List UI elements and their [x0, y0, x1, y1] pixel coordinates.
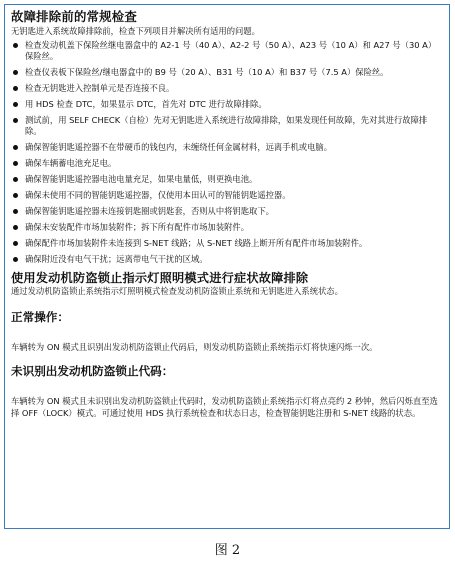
intro-text: 无钥匙进入系统故障排除前，检查下列项目并解决所有适用的问题。	[11, 26, 260, 36]
bullet-icon	[13, 257, 18, 262]
list-item: 测试前，用 SELF CHECK（自检）先对无钥匙进入系统进行故障排除，如果发现任何故障，先对其进行故障排除。	[11, 115, 443, 138]
figure-caption: 图 2	[214, 543, 241, 558]
page-title: 故障排除前的常规检查	[11, 9, 137, 24]
list-item: 检查发动机盖下保险丝继电器盒中的 A2-1 号（40 A）、A2-2 号（50 A）、A23 号（10 A）和 A27 号（30 A）保险丝。	[11, 40, 443, 63]
bullet-icon	[13, 193, 18, 198]
bullet-icon	[13, 102, 18, 107]
code-not-recognized-heading: 未识别出发动机防盗锁止代码：	[11, 364, 174, 379]
bullet-icon	[13, 86, 18, 91]
bullet-icon	[13, 209, 18, 214]
bullet-icon	[13, 241, 18, 246]
list-item: 确保配件市场加装附件未连接到 S-NET 线路；从 S-NET 线路上断开所有配件市场加装附件。	[11, 238, 443, 249]
bullet-icon	[13, 70, 18, 75]
section-intro: 通过发动机防盗锁止系统指示灯照明模式检查发动机防盗锁止系统和无钥匙进入系统状态。	[11, 286, 343, 297]
list-item: 确保附近没有电气干扰；远离带电气干扰的区域。	[11, 254, 443, 265]
bullet-icon	[13, 225, 18, 230]
content-panel	[4, 4, 450, 529]
list-item: 确保智能钥匙遥控器未连接钥匙圈或钥匙套，否则从中将钥匙取下。	[11, 206, 443, 217]
bullet-icon	[13, 43, 18, 48]
list-item: 确保未使用不同的智能钥匙遥控器，仅使用本田认可的智能钥匙遥控器。	[11, 190, 443, 201]
normal-operation-text: 车辆转为 ON 模式且识别出发动机防盗锁止代码后，则发动机防盗锁止系统指示灯将快速闪烁一次。	[11, 341, 378, 352]
bullet-icon	[13, 145, 18, 150]
normal-operation-heading: 正常操作：	[11, 309, 69, 324]
check-list	[11, 40, 443, 266]
section-title: 使用发动机防盗锁止指示灯照明模式进行症状故障排除	[11, 271, 309, 286]
list-item: 用 HDS 检查 DTC，如果显示 DTC，首先对 DTC 进行故障排除。	[11, 99, 443, 110]
list-item: 检查无钥匙进入控制单元是否连接不良。	[11, 83, 443, 94]
list-item: 确保智能钥匙遥控器不在带硬币的钱包内，未缠绕任何金属材料，远离手机或电脑。	[11, 142, 443, 153]
list-item: 确保智能钥匙遥控器电池电量充足，如果电量低，则更换电池。	[11, 174, 443, 185]
code-not-recognized-text: 车辆转为 ON 模式且未识别出发动机防盗锁止代码时，发动机防盗锁止系统指示灯将点亮约 2 秒钟，然后闪烁直至选择 OFF（LOCK）模式。可通过使用 HDS 执行系统检查和状态日志，检查智能钥匙注册和 S-NET 线路的状态。	[11, 396, 438, 418]
bullet-icon	[13, 118, 18, 123]
bullet-icon	[13, 177, 18, 182]
list-item: 检查仪表板下保险丝/继电器盒中的 B9 号（20 A）、B31 号（10 A）和 B37 号（7.5 A）保险丝。	[11, 67, 443, 78]
list-item: 确保未安装配件市场加装附件；拆下所有配件市场加装附件。	[11, 222, 443, 233]
list-item: 确保车辆蓄电池充足电。	[11, 158, 443, 169]
bullet-icon	[13, 161, 18, 166]
